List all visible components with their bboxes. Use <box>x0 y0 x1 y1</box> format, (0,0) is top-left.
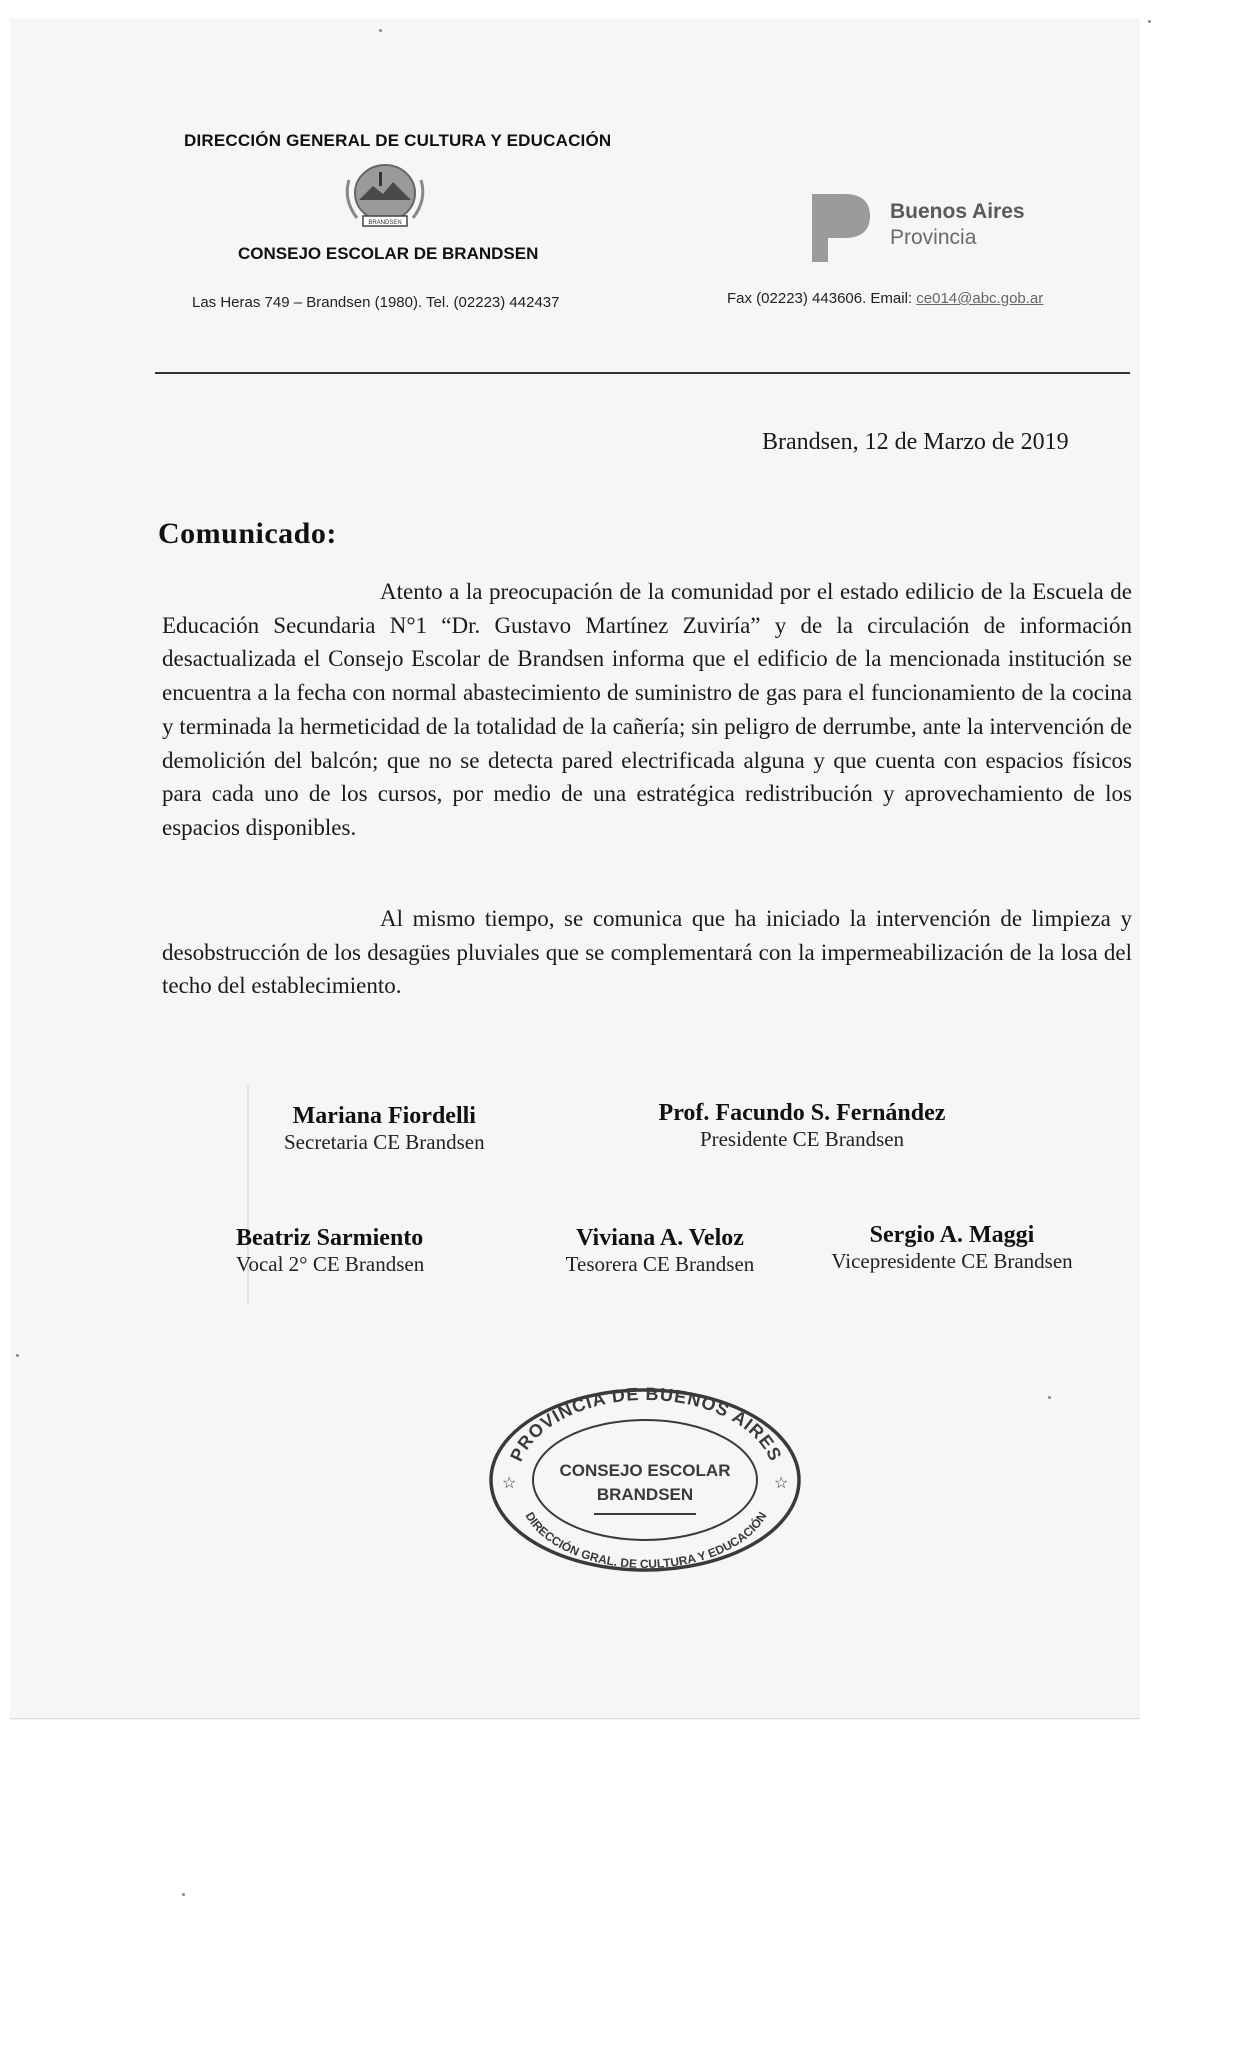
stamp-outer-bottom: DIRECCIÓN GRAL. DE CULTURA Y EDUCACIÓN <box>522 1509 770 1572</box>
buenos-aires-p-logo-icon <box>808 190 872 266</box>
official-stamp <box>484 1376 806 1572</box>
scan-speck <box>182 1893 185 1896</box>
council-address: Las Heras 749 – Brandsen (1980). Tel. (02223) 442437 <box>192 294 560 311</box>
signatory-name: Beatriz Sarmiento <box>236 1225 424 1251</box>
fax-text: Fax (02223) 443606. Email: <box>727 290 917 307</box>
org-title: DIRECCIÓN GENERAL DE CULTURA Y EDUCACIÓN <box>184 131 612 150</box>
signatory-name: Viviana A. Veloz <box>576 1225 744 1251</box>
signatory-name: Prof. Facundo S. Fernández <box>658 1100 946 1126</box>
signature-block <box>548 1225 772 1277</box>
province-logo-subtitle: Provincia <box>890 226 977 249</box>
emblem-caption: BRANDSEN <box>368 220 402 226</box>
paragraph-1: Atento a la preocupación de la comunidad por el estado edilicio de la Escuela de Educación Secundaria N°1 “Dr. Gustavo Martínez Zuviría” y de la circulación de información desactualizada el Consejo Escolar de Brandsen informa que el edificio de la mencionada institución se encuentra a la fecha con normal abastecimiento de suministro de gas para el funcionamiento de la cocina y terminada la hermeticidad de la totalidad de la cañería; sin peligro de derrumbe, ante la intervención de demolición del balcón; que no se detecta pared electrificada alguna y que cuenta con espacios físicos para cada uno de los cursos, por medio de una estratégica redistribución y aprovechamiento de los espacios disponibles. <box>162 579 1132 840</box>
stamp-center-line-2: BRANDSEN <box>596 1485 694 1504</box>
paragraph-2: Al mismo tiempo, se comunica que ha iniciado la intervención de limpieza y desobstrucción de los desagües pluviales que se complementará con la impermeabilización de la losa del techo del establecimiento. <box>162 906 1132 999</box>
signatory-name: Sergio A. Maggi <box>869 1222 1035 1248</box>
signatory-role: Vicepresidente CE Brandsen <box>831 1249 1073 1273</box>
header-divider <box>155 372 1130 374</box>
email-link[interactable]: ce014@abc.gob.ar <box>916 290 1044 307</box>
stamp-star-right-icon: ☆ <box>774 1475 789 1492</box>
scan-speck <box>1148 20 1151 23</box>
letter-heading: Comunicado: <box>158 517 337 550</box>
signature-block <box>284 1103 485 1155</box>
page-edge <box>10 1718 1140 1719</box>
scan-speck <box>379 29 382 32</box>
signatory-name: Mariana Fiordelli <box>292 1103 476 1129</box>
letter-date: Brandsen, 12 de Marzo de 2019 <box>762 429 1069 455</box>
scan-speck <box>16 1354 19 1357</box>
signatory-role: Presidente CE Brandsen <box>699 1127 905 1151</box>
signature-block <box>236 1225 424 1277</box>
signatory-role: Secretaria CE Brandsen <box>284 1130 485 1154</box>
stamp-center-line-1: CONSEJO ESCOLAR <box>559 1461 731 1480</box>
stamp-outer-top: PROVINCIA DE BUENOS AIRES <box>506 1383 786 1465</box>
signatory-role: Tesorera CE Brandsen <box>565 1252 755 1276</box>
signature-block <box>802 1222 1102 1274</box>
province-logo-name: Buenos Aires <box>890 200 1025 223</box>
signature-block <box>632 1100 972 1152</box>
scan-speck <box>1048 1396 1051 1399</box>
stamp-star-left-icon: ☆ <box>502 1475 517 1492</box>
contact-line <box>727 290 1043 307</box>
council-emblem-icon <box>335 160 435 236</box>
signatory-role: Vocal 2° CE Brandsen <box>236 1252 425 1276</box>
council-name: CONSEJO ESCOLAR DE BRANDSEN <box>238 244 539 263</box>
